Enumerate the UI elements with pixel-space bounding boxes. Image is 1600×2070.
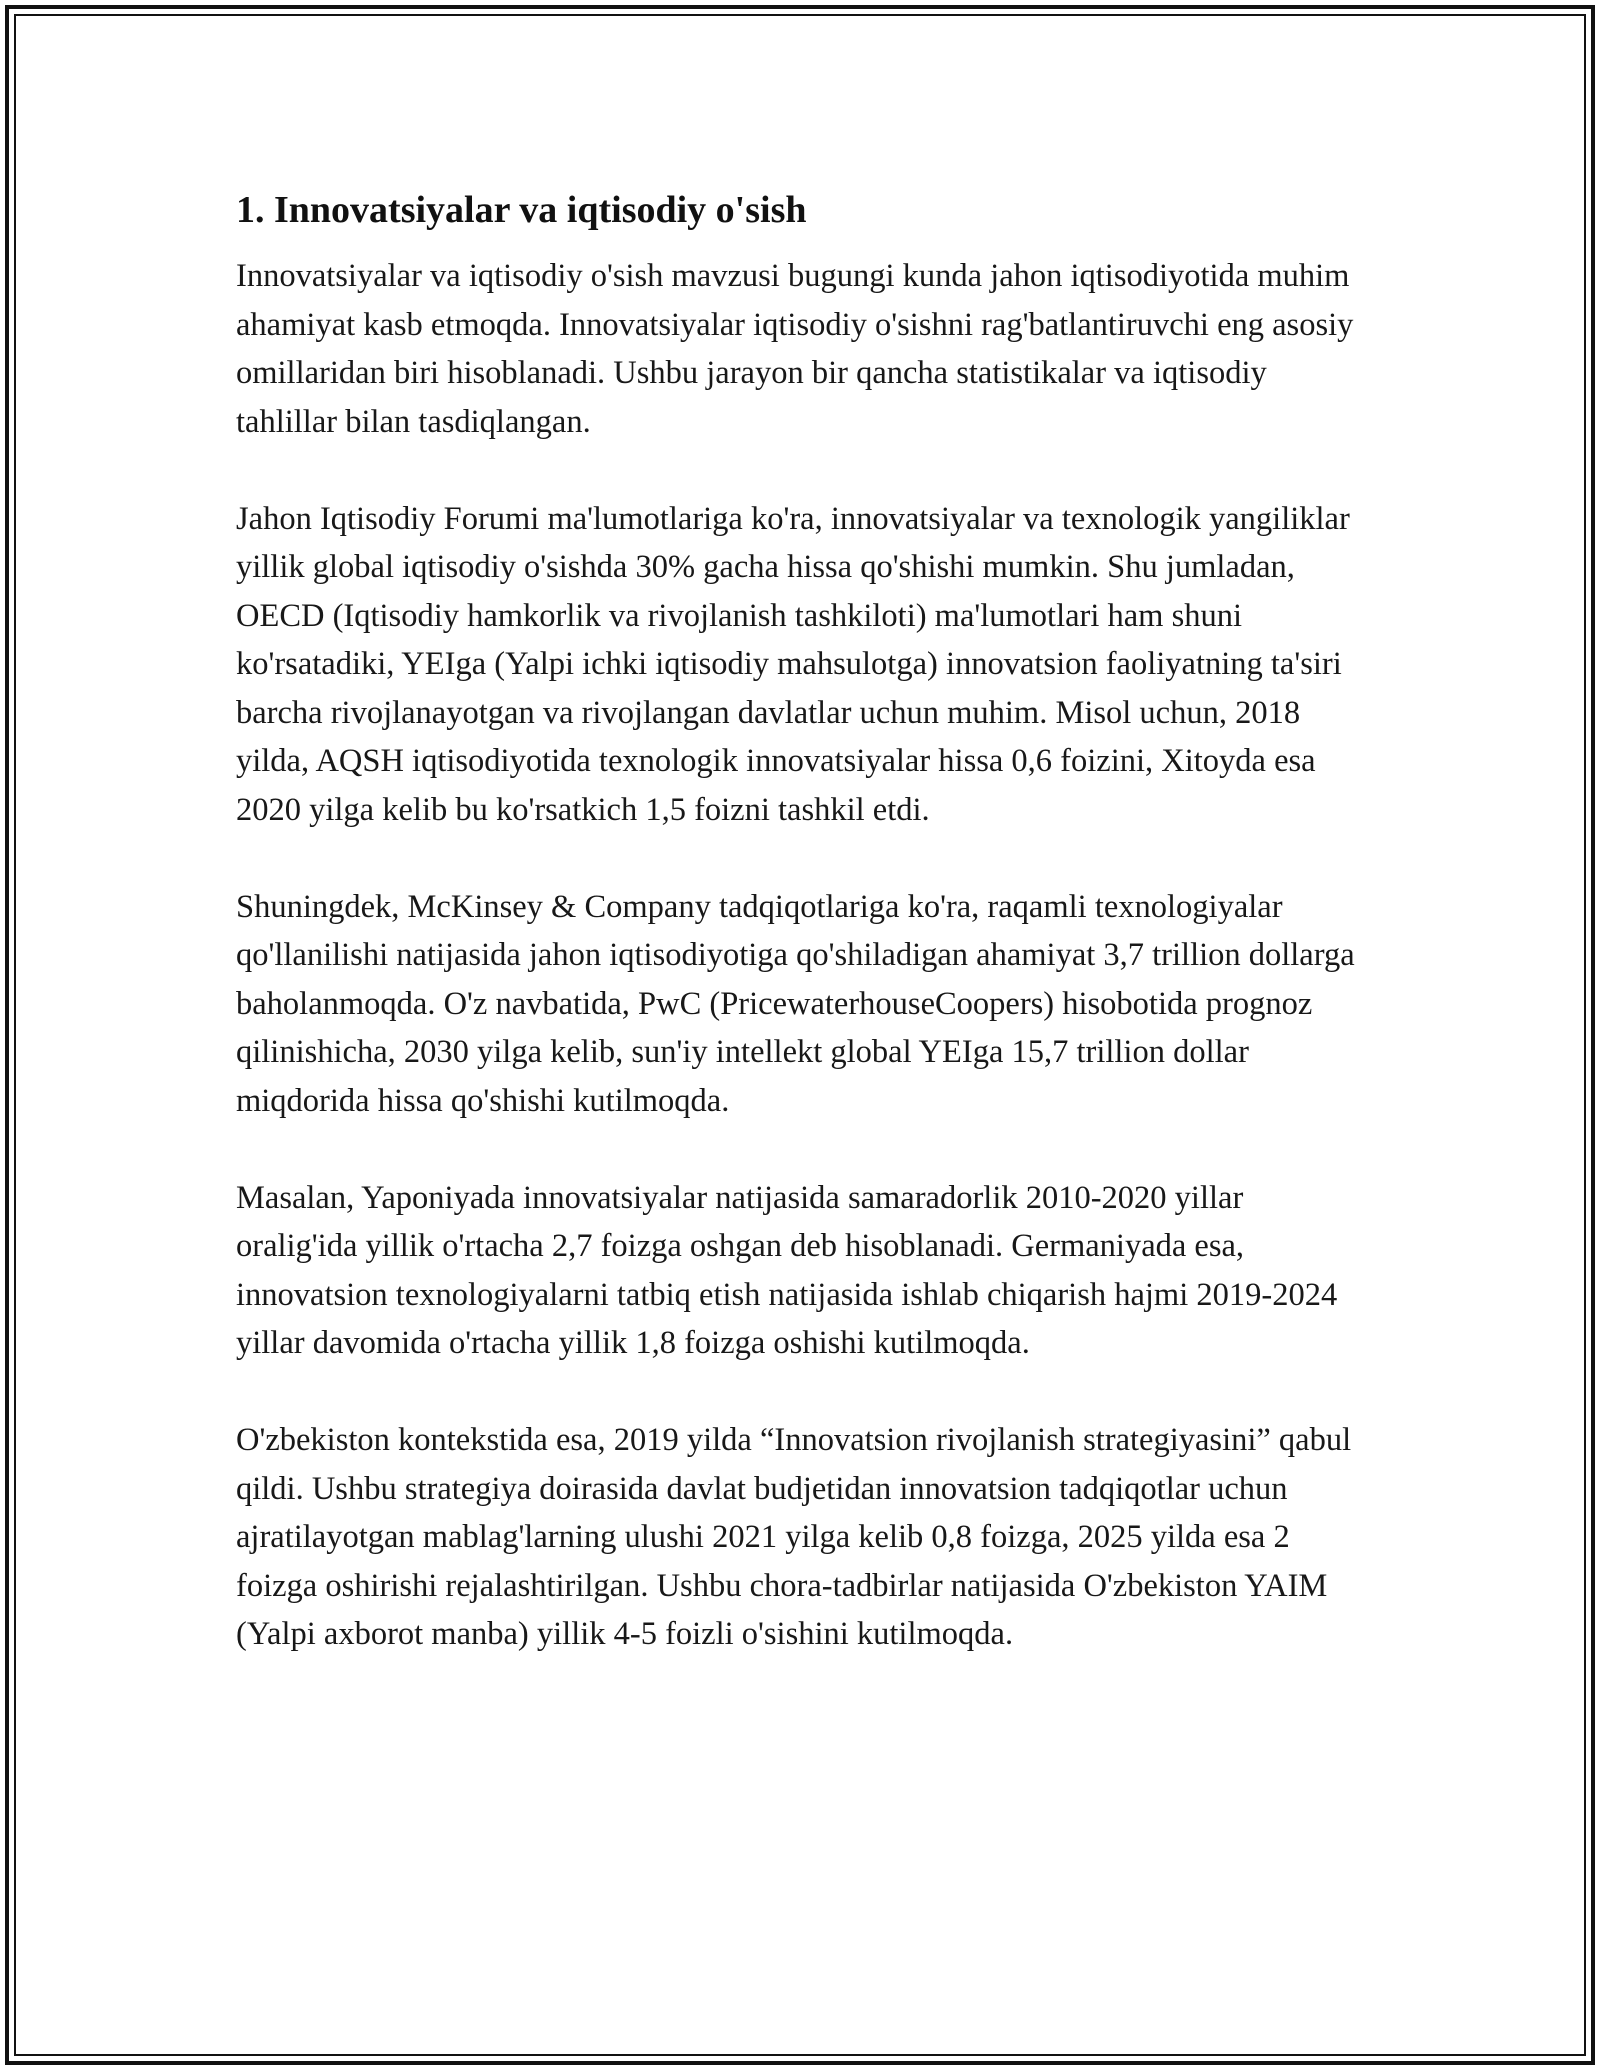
paragraph-mckinsey-pwc: Shuningdek, McKinsey & Company tadqiqotlariga ko'ra, raqamli texnologiyalar qo'llanilishi natijasida jahon iqtisodiyotiga qo'shiladigan ahamiyat 3,7 trillion dollarga baholanmoqda. O'z navbatida, PwC (PricewaterhouseCoopers) hisobotida prognoz qilinishicha, 2030 yilga kelib, sun'iy intellekt global YEIga 15,7 trillion dollar miqdorida hissa qo'shishi kutilmoqda. (236, 888, 1355, 1119)
paragraph-global-statistics: Jahon Iqtisodiy Forumi ma'lumotlariga ko'ra, innovatsiyalar va texnologik yangiliklar yillik global iqtisodiy o'sishda 30% gacha hissa qo'shishi mumkin. Shu jumladan, OECD (Iqtisodiy hamkorlik va rivojlanish tashkiloti) ma'lumotlari ham shuni ko'rsatadiki, YEIga (Yalpi ichki iqtisodiy mahsulotga) innovatsion faoliyatning ta'siri barcha rivojlanayotgan va rivojlangan davlatlar uchun muhim. Misol uchun, 2018 yilda, AQSH iqtisodiyotida texnologik innovatsiyalar hissa 0,6 foizini, Xitoyda esa 2020 yilga kelib bu ko'rsatkich 1,5 foizni tashkil etdi. (236, 500, 1350, 828)
document-body (236, 180, 1366, 1707)
paragraph-japan-germany: Masalan, Yaponiyada innovatsiyalar natijasida samaradorlik 2010-2020 yillar oralig'ida yillik o'rtacha 2,7 foizga oshgan deb hisoblanadi. Germaniyada esa, innovatsion texnologiyalarni tatbiq etish natijasida ishlab chiqarish hajmi 2019-2024 yillar davomida o'rtacha yillik 1,8 foizga oshishi kutilmoqda. (236, 1179, 1338, 1361)
paragraph-intro: Innovatsiyalar va iqtisodiy o'sish mavzusi bugungi kunda jahon iqtisodiyotida muhim ahamiyat kasb etmoqda. Innovatsiyalar iqtisodiy o'sishni rag'batlantiruvchi eng asosiy omillaridan biri hisoblanadi. Ushbu jarayon bir qancha statistikalar va iqtisodiy tahlillar bilan tasdiqlangan. (236, 258, 1354, 440)
paragraph-uzbekistan: O'zbekiston kontekstida esa, 2019 yilda “Innovatsion rivojlanish strategiyasini” qabul qildi. Ushbu strategiya doirasida davlat budjetidan innovatsion tadqiqotlar uchun ajratilayotgan mablag'larning ulushi 2021 yilga kelib 0,8 foizga, 2025 yilda esa 2 foizga oshirishi rejalashtirilgan. Ushbu chora-tadbirlar natijasida O'zbekiston YAIM (Yalpi axborot manba) yillik 4-5 foizli o'sishini kutilmoqda. (236, 1422, 1352, 1652)
section-heading: 1. Innovatsiyalar va iqtisodiy o'sish (236, 189, 807, 231)
